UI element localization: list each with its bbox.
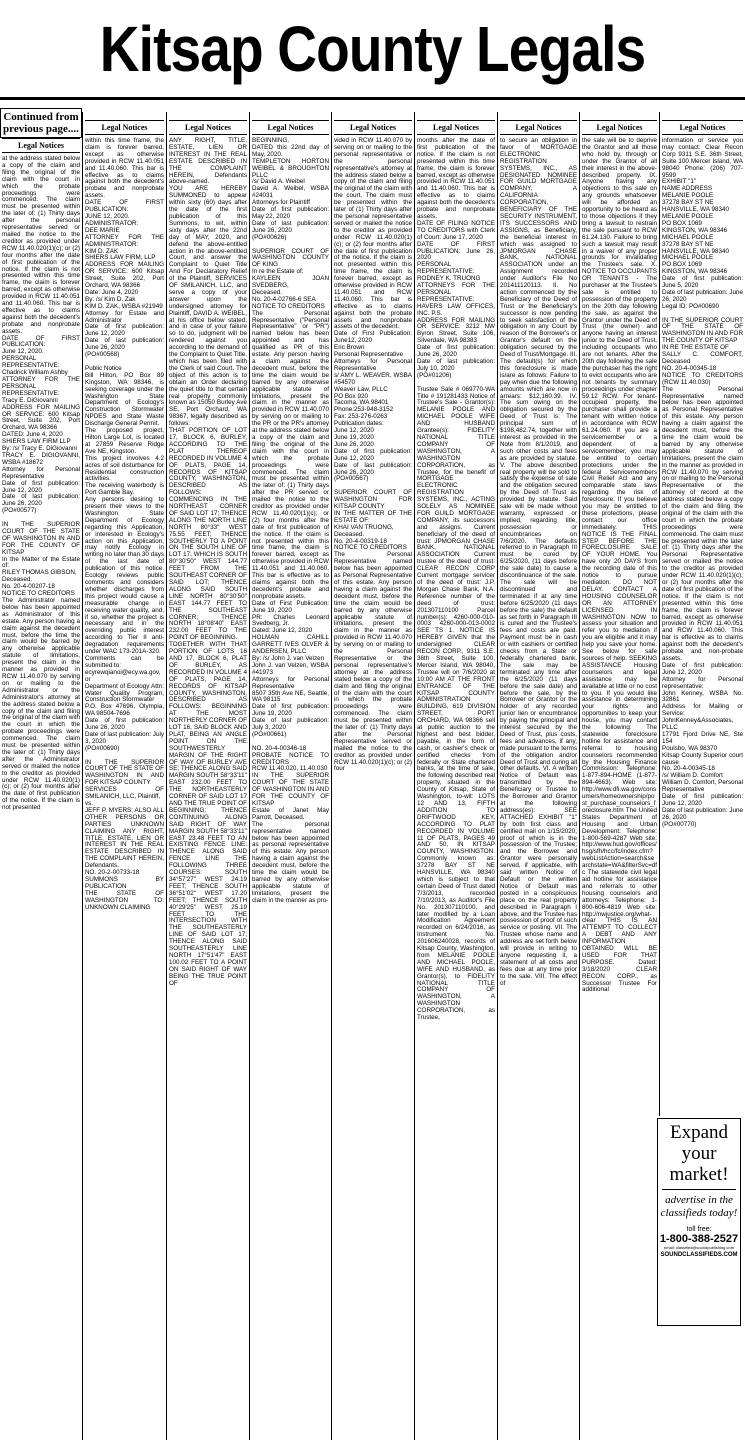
column-text: within this time frame, the claim is forever barred, except as otherwise provided in RCW 11.40.051 and 11.40.060. This bar is effective as to claims against both the decedent's probate and nonprobate assets. DATE OF FIRST PUBLICATION: JUNE 12, 2020. ADMINISTRATOR: DEE MARIE ATTORNEY FOR THE ADMINISTRATOR: KIM D. ZAK SHIERS LAW FIRM, LLP ADDRESS FOR MAILING OR SERVICE: 600 Kitsap Street, Suite 202, Port Orchard, WA 98366 Date: June 4, 2020 By: /s/ Kim D. Zak KIM D. ZAK, WSBA #21949 Attorney for Estate and Administrator Date of first publication: June 12, 2020 Date of last publication: June 26, 2020 (PO#00568) Public Notice Bill Hilton, PO Box 89 Kingston, WA 98346, is seeking coverage under the Washington State Department of Ecology's Construction Stormwater NPDES and State Waste Discharge General Permit. The proposed project, Hilton Large Lot, is located at 27859 Reserve Ridge Ave NE, Kingston. This project involves 4.2 acres of soil disturbance for Residential construction activities. The receiving waterbody is Port Gamble Bay. Any persons desiring to present their views to the Washington State Department of Ecology regarding this Application, or interested in Ecology's action on this Application, may notify Ecology in writing no later than 30 days of the last date of publication of this notice. Ecology reviews public comments and considers whether discharges from this project would cause a measurable change in receiving water quality, and, if so, whether the project is necessary and in the overriding public interest according to Tier II anti-degradation requirements under WAC 173-201A-320. Comments can be submitted to: ecyrewqianoi@ecy.wa.gov, or Department of Ecology Attn: Water Quality Program, Construction Stormwater P.O. Box 47696, Olympia, WA 98504-7696 Date of first publication: June 26, 2020 Date of last publication: July 3, 2020 (PO#00690) IN THE SUPERIOR COURT OF THE STATE OF WASHINGTON IN AND FOR KITSAP COUNTY SERVICES OF SMILANICH, LLC, Plaintiff, vs. JEFF P. MYERS; ALSO ALL OTHER PERSONS OR PARTIES UNKNOWN CLAIMING ANY RIGHT, TITLE, ESTATE, LIEN OR INTEREST IN THE REAL ESTATE DESCRIBED IN THE COMPLAINT HEREIN, Defendants. NO. 20-2-00733-18 SUMMONS BY PUBLICATION THE STATE OF WASHINGTON TO: UNKNOWN CLAIMING <box>85 137 164 911</box>
classifieds-ad <box>657 1118 741 1326</box>
ad-subline: advertise in the classifieds today! <box>660 1194 738 1219</box>
page-title: Kitsap County Legals <box>99 13 646 85</box>
column-text: BEGINNING. DATED this 22nd day of May, 2020. TEMPLETON HORTON WEIBEL & BROUGHTON PLLC /s/ David A. Weibel David A. Weibel, WSBA #24031 Attorneys for Plaintiff Date of first publication: May 22, 2020 Date of last publication: June 26, 2020 (PO#00626) SUPERIOR COURT OF WASHINGTON COUNTY OF KING In re the Estate of: KAYLEEN JOAN SVEDBERG, Deceased. No. 20-4-02766-6 SEA NOTICE TO CREDITORS The Personal Representative ("Personal Representative" or "PR") named below has been appointed and has qualified as PR of this estate. Any person having a claim against the decedent must, before the time the claim would be barred by any otherwise applicable statute of limitations, present the claim in the manner as provided in RCW 11.40.070 by serving on or mailing to the PR or the PR's attorney at the address stated below a copy of the claim and filing the original of the claim with the court in which the probate proceedings were commenced. The claim must be presented within the later of: (1) Thirty days after the PR served or mailed the notice to the creditor as provided under RCW 11.40.020(1)(c); or (2) four months after the date of first publication of the notice. If the claim is not presented within this time frame, the claim is forever barred, except as otherwise provided in RCW 11.40.051 and 11.40.060. This bar is effective as to claims against both the decedent's probate and nonprobate assets. Date of First Publication: June 19, 2020 PR: Charles Leonard Svedberg, Jr. Dated: June 12, 2020 HOLMAN CAHILL GARRETT IVES OLVER & ANDERSEN, PLLC By: /s/ John J. van Velzen John J. van Velzen, WSBA #41973 Attorneys for Personal Representative 8507 35th Ave NE, Seattle, WA 98115 Date of first publication: June 19, 2020 Date of last publication: July 3, 2020 (PO#00661) NO. 20-4-00346-18 PROBATE NOTICE TO CREDITORS RCW 11.40.020, 11.40.030 IN THE SUPERIOR COURT OF THE STATE OF WASHINGTON IN AND FOR THE COUNTY OF KITSAP Estate of Janet May Parrott, Deceased. The personal representative named below has been appointed as personal representative of this estate. Any person having a claim against the decedent must, before the time the claim would be barred by any otherwise applicable statute of limitations, present the claim in the manner as pro- <box>252 137 330 904</box>
column-text: months after the date of first publication of the notice. If the claim is not presented within this time frame, the claim is forever barred, except as otherwise provided in RCW 11.40.051 and 11.40.060. This bar is effective as to claims against both the decedent's probate and nonprobate assets. DATE OF FILING NOTICE TO CREDITORS with Clerk of Court: June 17, 2020 DATE OF FIRST PUBLICATION: June 26, 2020 PERSONAL REPRESENTATIVE: RODNEY K. TRUONG ATTORNEYS FOR THE PERSONAL REPRESENTATIVE: HAVERS LAW OFFICES, INC. P.S. ADDRESS FOR MAILING OR SERVICE: 3212 NW Byron Street, Suite 106, Silverdale, WA 98383 Date of first publication: June 26, 2020 Date of last publication: July 10, 2020 (PO#01206) Trustee Sale # 069770-WA Title # 191281433 Notice of Trustee's Sale - Grantor(s): MELANIE POOLE AND MICHAEL POOLE WIFE AND HUSBAND Grantee(s): FIDELITY NATIONAL TITLE COMPANY OF WASHINGTON, A WASHINGTON CORPORATION, as Trustee, for the benefit of MORTGAGE ELECTRONIC REGISTRATION SYSTEMS, INC., ACTING SOLELY AS NOMINEE FOR GUILD MORTGAGE COMPANY, its successors and assigns. Current beneficiary of the deed of trust: JPMORGAN CHASE BANK, NATIONAL ASSOCIATION Current trustee of the deed of trust: CLEAR RECON CORP Current mortgage servicer of the deed of trust: J.P. Morgan Chase Bank, N.A. Reference number of the deed of trust: 201307110100 Parcel number(s): 4260-000-010-0003 4260-000-013-0002 SEE TS 1. NOTICE IS HEREBY GIVEN that the undersigned CLEAR RECON CORP., 9311 S.E. 36th Street, Suite 100, Mercer Island, WA 98040, Trustee will on 7/6/2020 at 10:00 AM AT THE FRONT ENTRANCE OF THE KITSAP COUNTY ADMINISTRATION BUILDING, 619 DIVISION STREET, PORT ORCHARD, WA 98366 sell at public auction to the highest and best bidder, payable, in the form of cash, or cashier's check or certified checks from federally or State chartered banks, at the time of sale, the following described real property, situated in the County of Kitsap, State of Washington, to-wit: LOTS 12 AND 13, FIFTH ADDITION TO DRIFTWOOD KEY, ACCORDING TO PLAT RECORDED IN VOLUME 11 OF PLATS, PAGES 49 AND 50, IN KITSAP COUNTY, WASHINGTON. Commonly known as: 37278 BAY ST NE HANSVILLE, WA 98340 which is subject to that certain Deed of Trust dated 7/3/2013, recorded 7/10/2013, as Auditor's File No. 201307110100, and later modified by a Loan Modification Agreement recorded on 6/24/2016, as Instrument No. 201606240028, records of Kitsap County, Washington, from MELANIE POOLE AND MICHAEL POOLE, WIFE AND HUSBAND, as Grantor(s), to FIDELITY NATIONAL TITLE COMPANY OF WASHINGTON, A WASHINGTON CORPORATION, as Trustee, <box>417 137 495 1022</box>
ad-email-address: classified@soundpublishing.com <box>675 1245 734 1250</box>
column-header: Legal Notices <box>334 120 412 135</box>
column-text: information or service you may contact: Clear Recon Corp 9311 S.E. 36th Street, Suite 100 Mercer Island, WA 98040 Phone: (206) 707-9599 EXHIBIT "1" NAME ADDRESS MELANIE POOLE 37278 BAY ST NE HANSVILLE, WA 98340 MELANIE POOLE PO BOX 1069 KINGSTON, WA 98346 MICHAEL POOLE 37278 BAY ST NE HANSVILLE, WA 98340 MICHAEL POOLE PO BOX 1069 KINGSTON, WA 98346 Date of first publication: June 5, 2020 Date of last publication: June 26, 2020 Legal ID: PO#00690 IN THE SUPERIOR COURT OF THE STATE OF WASHINGTON IN AND FOR THE COUNTY OF KITSAP IN RE THE ESTATE OF SALLY C. COMFORT, Deceased NO. 20-4-00345-18 NOTICE TO CREDITORS (RCW 11.40.030) The Personal Representative named below has been appointed as Personal Representative of this estate. Any person having a claim against the decedent must, before the time the claim would be barred by any otherwise applicable statute of limitations, present the claim in the manner as provided in RCW 11.40.070 by serving on or mailing to the Personal Representative or the attorney of record at the address stated below a copy of the claim and filing the original of the claim with the court in which the probate proceedings were commenced. The claim must be presented within the later of: (1) Thirty days after the Personal Representative served or mailed the notice to the creditor as provided under RCW 11.40.020(1)(c); or (2) four months after the date of first publication of the notice. If the claim is not presented within this time frame, the claim is forever barred, except as otherwise provided in RCW 11.40.051 and RCW 11.40.060. This bar is effective as to claims against both the decedent's probate and non-probate assets. Date of first publication: June 12, 2020 Attorney for Personal representative: John Kenney, WSBA No. 32861 Address for Mailing or Service: JohnKenney&Associates, PLLC 17791 Fjord Drive NE, Ste 154 Poulsbo, WA 98370 Kitsap County Superior court cause No. 20-4-00345-18 /s/ William D. Comfort William D. Comfort, Personal Representative Date of first publication: June 12, 2020 Date of last publication: June 26, 2020 (PO#00770) <box>662 137 743 828</box>
notice-column-5 <box>331 112 414 1440</box>
notice-column-7 <box>497 112 579 1440</box>
notice-column-9 <box>659 112 745 1116</box>
masthead <box>0 0 745 100</box>
column-text: at the address stated below a copy of the claim and filing the original of the claim with the court in which the probate proceedings were commenced. The claim must be presented within the later of: (1) Thirty days after the personal representative served or mailed the notice to the creditor as provided under RCW 11.40.020(1)(c); or (2) four months after the date of first publication of the notice. If the claim is not presented within this time frame, the claim is forever barred, except as otherwise provided in RCW 11.40.051 and 11.40.060. This bar is effective as to claims against both the decedent's probate and nonprobate assets. DATE OF FIRST PUBLICATION: June 12, 2020. PERSONAL REPRESENTATIVE: Chadrick William Ashby ATTORNEY FOR THE PERSONAL REPRESENTATIVE: Tracy E. DiGiovanni ADDRESS FOR MAILING OR SERVICE: 600 Kitsap Street, Suite 202, Port Orchard, WA 98366 DATED: June 4, 2020 SHIERS LAW FIRM LLP By: /s/ Tracy E. DiGiovanni TRACY E. DIGIOVANNI, WSBA #18672 Attorney for Personal Representative Date of first publication: June 12, 2020 Date of last publication: June 26, 2020 (PO#00577) IN THE SUPERIOR COURT OF THE STATE OF WASHINGTON IN AND FOR THE COUNTY OF KITSAP In the Matter of the Estate of: RILEY THOMAS GIBSON, Deceased. No. 20-4-00207-18 NOTICE TO CREDITORS The Administrator named below has been appointed as Administrator of this estate. Any person having a claim against the decedent must, before the time the claim would be barred by any otherwise applicable statute of limitations, present the claim in the manner as provided in RCW 11.40.070 by serving on or mailing to the Administrator or the Administrator's attorney at the address stated below a copy of the claim and filing the original of the claim with the court in which the probate proceedings were commenced. The claim must be presented within the later of: (1) Thirty days after the Administrator served or mailed the notice to the creditor as provided under RCW 11.40.020(1)(c); or (2) four months after the date of first publication of the notice. If the claim is not presented <box>2 155 80 812</box>
column-header: Legal Notices <box>500 120 577 135</box>
column-header: Legal Notices <box>252 120 329 135</box>
ad-phone: 1-800-388-2527 <box>659 1233 739 1245</box>
ad-headline: Expand your market! <box>662 1122 736 1190</box>
notice-column-4 <box>249 112 331 1440</box>
column-text: to secure an obligation in favor of MORTGAGE ELECTRONIC REGISTRATION SYSTEMS, INC., AS DESIGNATED NOMINEE FOR GUILD MORTGAGE COMPANY, A CALIFORNIA CORPORATION, BENEFICIARY OF THE SECURITY INSTRUMENT, ITS SUCCESSORS AND ASSIGNS, as Beneficiary, the beneficial interest in which was assigned to JPMORGAN CHASE BANK, NATIONAL ASSOCIATION under an Assignment recorded under Auditor's File No 201411120113. II. No action commenced by the Beneficiary of the Deed of Trust or the Beneficiary's successor is now pending to seek satisfaction of the obligation in any Court by reason of the Borrower's or Grantor's default on the obligation secured by the Deed of Trust/Mortgage. III. The default(s) for which this foreclosure is made is/are as follows: Failure to pay when due the following amounts which are now in arrears: $12,160.39. IV. The sum owing on the obligation secured by the Deed of Trust is: The principal sum of $198,482.74, together with interest as provided in the Note from 8/1/2019, and such other costs and fees as are provided by statute. V. The above described real property will be sold to satisfy the expense of sale and the obligation secured by the Deed of Trust as provided by statute. Said sale will be made without warranty, expressed or implied, regarding title, possession or encumbrances on 7/6/2020. The defaults referred to in Paragraph III must be cured by 6/25/2020, (11 days before the sale date) to cause a discontinuance of the sale. The sale will be discontinued and terminated if at any time before 6/25/2020 (11 days before the sale) the default as set forth in Paragraph III is cured and the Trustee's fees and costs are paid. Payment must be in cash or with cashiers or certified checks from a State or federally chartered bank. The sale may be terminated any time after the 6/25/2020 (11 days before the sale date) and before the sale, by the Borrower or Grantor or the holder of any recorded junior lien or encumbrance by paying the principal and interest secured by the Deed of Trust, plus costs, fees and advances, if any, made pursuant to the terms of the obligation and/or Deed of Trust and curing all other defaults. VI. A written Notice of Default was transmitted by the Beneficiary or Trustee to the Borrower and Grantor at the following address(es): SEE ATTACHED EXHIBIT "1" by both first class and certified mail on 1/15/2020, proof of which is in the possession of the Trustee; and the Borrower and Grantor were personally served, if applicable, with said written Notice of Default or the written Notice of Default was posted in a conspicuous place on the real property described in Paragraph I above, and the Trustee has possession of proof of such service or posting. VII. The Trustee whose name and address are set forth below will provide in writing to anyone requesting it, a statement of all costs and fees due at any time prior to the sale. VIII. The effect of <box>500 137 578 987</box>
ad-email-label: email: <box>664 1245 675 1250</box>
column-header: Legal Notices <box>2 138 80 153</box>
ad-toll-free-label: toll free: <box>686 1226 712 1233</box>
notice-column-2 <box>82 112 166 1440</box>
column-header: Legal Notices <box>662 120 743 135</box>
notice-column-8 <box>579 112 659 1440</box>
column-text: vided in RCW 11.40.070 by serving on or mailing to the personal representative or the personal representative's attorney at the address stated below a copy of the claim and filing the original of the claim with the court. The claim must be presented within the later of (1) Thirty days after the personal representative served or mailed the notice to the creditor as provided under RCW 11.40.020(1)(c); or (2) four months after the date of first publication of the notice. If the claim is not presented within this time frame, the claim is forever barred, except as otherwise provided in RCW 11.40.051 and RCW 11.40.060. This bar is effective as to claims against both the probate assets and nonprobate assets of the decedent. Date of First Publication: June12, 2020 Eric Brown Personal Representative Attorneys for Personal Representative s/ AMY L. WEAVER, WSBA #54570 Weaver Law, PLLC PO Box 920 Tacoma, WA 98401 Phone:253-948-3152 Fax: 253-276-0263 Publication dates: June 12, 2020 June 19, 2020 June 26, 2020 Date of first publication: June 12, 2020 Date of last publication: June 26, 2020 (PO#00567) SUPERIOR COURT OF WASHINGTON FOR KITSAP COUNTY IN THE MATTER OF THE ESTATE OF: KHAI VAN TRUONG, Deceased. No. 20-4-00319-18 NOTICE TO CREDITORS The Personal Representative named below has been appointed as Personal Representative of this estate. Any person having a claim against the decedent must, before the time the claim would be barred by any otherwise applicable statute of limitations, present the claim in the manner as provided in RCW 11.40.070 by serving on or mailing to the Personal Representative or the personal representative's attorney at the address stated below a copy of the claim and filing the original of the claim with the court in which the probate proceedings were commenced. The claim must be presented within the later of: (1) Thirty days after the Personal Representative served or mailed the notice to the creditor as provided under RCW 11.40.020(1)(c); or (2) four <box>334 137 412 773</box>
notice-column-3 <box>166 112 249 1440</box>
notice-column-1 <box>0 112 82 1440</box>
ad-website: SOUNDCLASSIFIEDS.COM <box>660 1252 738 1258</box>
notice-column-6 <box>414 112 497 1440</box>
column-header: Legal Notices <box>85 120 164 135</box>
column-header: Legal Notices <box>417 120 495 135</box>
column-text: the sale will be to deprive the Grantor and all those who hold by, through or under the Grantor of all their interest in the above-described property. IX. Anyone having any objections to this sale on any grounds whatsoever will be afforded an opportunity to be heard as to those objections if they bring a lawsuit to restrain the sale pursuant to RCW 61.24.130. Failure to bring such a lawsuit may result in a waiver of any proper grounds for invalidating the Trustee's sale. X. NOTICE TO OCCUPANTS OR TENANTS - The purchaser at the Trustee's sale is entitled to possession of the property on the 20th day following the sale, as against the Grantor under the Deed of Trust (the owner) and anyone having an interest junior to the Deed of Trust, including occupants who are not tenants. After the 20th day following the sale the purchaser has the right to evict occupants who are not tenants by summary proceedings under chapter 59.12 RCW. For tenant-occupied property, the purchaser shall provide a tenant with written notice in accordance with RCW 61.24.060. If you are a servicemember or a dependent of a servicemember, you may be entitled to certain protections under the federal Servicemembers Civil Relief Act and any comparable state laws regarding the risk of foreclosure. If you believe you may be entitled to these protections, please contact our office immediately. THIS NOTICE IS THE FINAL STEP BEFORE THE FORECLOSURE SALE OF YOUR HOME. You have only 20 DAYS from the recording date of this notice to pursue mediation. DO NOT DELAY. CONTACT A HOUSING COUNSELOR OR AN ATTORNEY LICENSED IN WASHINGTON NOW to assess your situation and refer you to mediation if you are eligible and it may help you save your home. See below for safe sources of help. SEEKING ASSISTANCE Housing counselors and legal assistance may be available at little or no cost to you. If you would like assistance in determining your rights and opportunities to keep your house, you may contact the following: The statewide foreclosure hotline for assistance and referral to housing counselors recommended by the Housing Finance Commission: Telephone: 1-877-894-HOME (1-877-894-4663). Web site: http://www.dfi.wa.gov/consumers/homeownership/post_purchase_counselors_foreclosure.htm The United States Department of Housing and Urban Development: Telephone: 1-800-569-4287 Web site: http://www.hud.gov/offices/hsg/sfh/hcc/fc/index.cfm?webListAction=search&searchstate=WA&filterSvc=dfc The statewide civil legal aid hotline for assistance and referrals to other housing counselors and attorneys: Telephone: 1-800-606-4819 Web site: http://nwjustice.org/what-clear THIS IS AN ATTEMPT TO COLLECT A DEBT AND ANY INFORMATION OBTAINED WILL BE USED FOR THAT PURPOSE. Dated: 3/18/2020 CLEAR RECON CORP., as Successor Trustee For additional <box>582 137 658 994</box>
continued-banner: Continued from previous page.... <box>0 108 82 138</box>
column-text: ANY RIGHT, TITLE, ESTATE, LIEN OR INTEREST IN THE REAL ESTATE DESCRIBED IN THE COMPLAINT HEREIN, Defendants above-named. YOU ARE HEREBY SUMMONED to appear within sixty (60) days after the date of the first publication of this Summons, to wit, within sixty days after the 22nd day of MAY, 2020, and defend the above-entitled action in the above-entitled Court, and answer the Complaint to Quiet Title And For Declaratory Relief of the Plaintiff, SERVICES OF SMILANICH, LLC, and serve a copy of your answer upon the undersigned attorney for Plaintiff, DAVID A. WEIBEL, at his office below stated; and in case of your failure so to do, judgment will be rendered against you according to the demand of the Complaint to Quiet Title, which has been filed with the Clerk of said Court. The object of this action is to obtain an Order declaring the quiet title to that certain real property commonly known as 15050 Burley Ave SE, Port Orchard, WA 98367, legally described as follows: THAT PORTION OF LOT 17, BLOCK 6, BURLEY, ACCORDING TO THE PLAT THEREOF RECORDED IN VOLUME 4 OF PLATS, PAGE 14, RECORDS OF KITSAP COUNTY, WASHINGTON, DESCRIBED AS FOLLOWS: COMMENCING IN THE NORTHEAST CORNER OF SAID LOT 17; THENCE ALONG THE NORTH LINE NORTH 80°33'' WEST 75.55 FEET; THENCE SOUTHERLY TO A POINT ON THE SOUTH LINE OF LOT 17, WHICH IS SOUTH 80°30'50'' WEST 144.77 FEET FROM THE SOUTHEAST CORNER OF SAID LOT; THENCE ALONG SAID SOUTH LINE NORTH 80°30'50'' EAST 144.77 FEET TO THE SOUTHEAST CORNER; THENCE NORTH 18°08'40'' EAST 232.00 FEET TO THE POINT OF BEGINNING. TOGETHER WITH THAT PORTION OF LOTS 16 AND 17, BLOCK 6, PLAT OF BURLEY, AS RECORDED IN VOLUME 4 OF PLATS, PAGE 14, RECORDS OF KITSAP COUNTY, WASHINGTON, DESCRIBED AS FOLLOWS: BEGINNING AT THE MOST NORTHERLY CORNER OF LOT 16, SAID BLOCK AND PLAT, BEING AN ANGLE POINT ON THE SOUTHWESTERLY MARGIN OF THE RIGHT OF WAY OF BURLEY AVE SE; THENCE ALONG SAID MARGIN SOUTH 58°33'11'' EAST 232.00 FEET TO THE NORTHEASTERLY CORNER OF SAID LOT 17 AND THE TRUE POINT OF BEGINNING; THENCE CONTINUING ALONG SAID RIGHT OF WAY MARGIN SOUTH 58°33'11'' EAST 23.48 FEET TO AN EXISTING FENCE LINE; THENCE ALONG SAID FENCE LINE THE FOLLOWING THREE COURSES: SOUTH 34°57'27'' WEST 24.19 FEET; THENCE SOUTH 36°51'02'' WEST 17.20 FEET; THENCE SOUTH 40°29'25'' WEST 25.19 FEET TO THE INTERSECTION WITH THE SOUTHEASTERLY LINE OF SAID LOT 17; THENCE ALONG SAID SOUTHEASTERLY LINE NORTH 17°51'47'' EAST 100.02 FEET TO A POINT ON SAID RIGHT OF WAY BEING THE TRUE POINT OF <box>169 137 247 987</box>
legal-notices-columns <box>0 112 745 1440</box>
ad-email <box>658 1245 740 1250</box>
column-header: Legal Notices <box>582 120 657 135</box>
column-header: Legal Notices <box>169 120 247 135</box>
